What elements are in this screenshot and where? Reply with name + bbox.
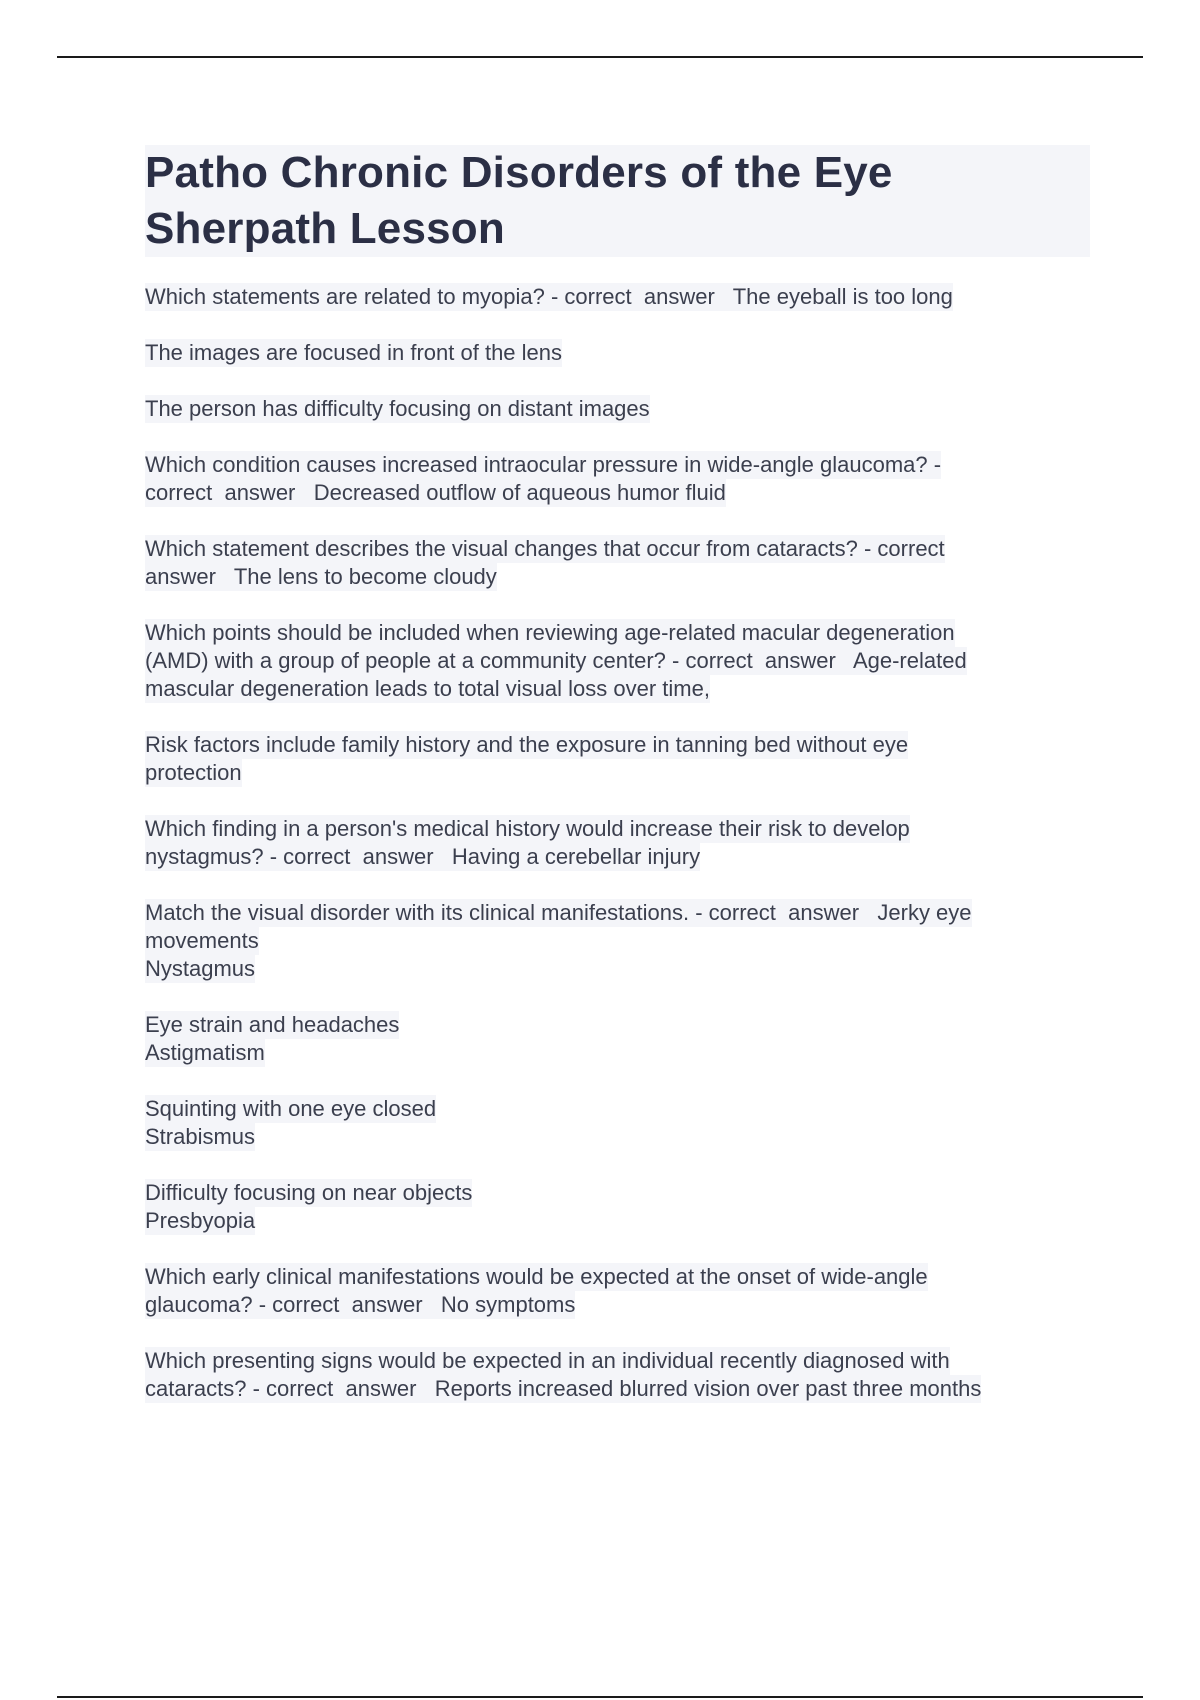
qa-paragraph	[145, 1347, 1090, 1403]
title-line: Patho Chronic Disorders of the Eye	[145, 148, 893, 197]
text-line: Eye strain and headaches	[145, 1012, 400, 1037]
text-line: Match the visual disorder with its clinical manifestations. - correct answer Jerky eye	[145, 900, 972, 925]
text-line: Astigmatism	[145, 1040, 265, 1065]
text-line: Risk factors include family history and the exposure in tanning bed without eye	[145, 732, 909, 757]
title-line: Sherpath Lesson	[145, 204, 505, 253]
qa-paragraph	[145, 1011, 1090, 1067]
qa-paragraph	[145, 899, 1090, 983]
page-title	[145, 145, 1090, 257]
text-line: Which statement describes the visual changes that occur from cataracts? - correct	[145, 536, 945, 561]
text-line: The person has difficulty focusing on distant images	[145, 396, 650, 421]
qa-paragraph	[145, 451, 1090, 507]
text-line: answer The lens to become cloudy	[145, 564, 497, 589]
top-rule	[57, 56, 1143, 58]
text-line: Strabismus	[145, 1124, 256, 1149]
text-line: cataracts? - correct answer Reports increased blurred vision over past three months	[145, 1376, 982, 1401]
text-line: Nystagmus	[145, 956, 256, 981]
text-line: Which statements are related to myopia? - correct answer The eyeball is too long	[145, 284, 953, 309]
text-line: Which points should be included when reviewing age-related macular degeneration	[145, 620, 955, 645]
text-line: Which presenting signs would be expected in an individual recently diagnosed with	[145, 1348, 950, 1373]
text-line: glaucoma? - correct answer No symptoms	[145, 1292, 576, 1317]
qa-paragraph	[145, 815, 1090, 871]
text-line: Squinting with one eye closed	[145, 1096, 437, 1121]
text-line: Which condition causes increased intraocular pressure in wide-angle glaucoma? -	[145, 452, 942, 477]
text-line: (AMD) with a group of people at a community center? - correct answer Age-related	[145, 648, 967, 673]
text-line: Difficulty focusing on near objects	[145, 1180, 473, 1205]
qa-paragraph	[145, 1095, 1090, 1151]
qa-list	[145, 283, 1090, 1403]
document-body	[145, 145, 1090, 1431]
qa-paragraph	[145, 339, 1090, 367]
text-line: Which finding in a person's medical history would increase their risk to develop	[145, 816, 910, 841]
qa-paragraph	[145, 283, 1090, 311]
qa-paragraph	[145, 1263, 1090, 1319]
text-line: correct answer Decreased outflow of aqueous humor fluid	[145, 480, 726, 505]
text-line: The images are focused in front of the lens	[145, 340, 563, 365]
title-block	[145, 145, 1090, 257]
text-line: mascular degeneration leads to total visual loss over time,	[145, 676, 710, 701]
text-line: protection	[145, 760, 242, 785]
bottom-rule	[57, 1696, 1143, 1698]
qa-paragraph	[145, 731, 1090, 787]
text-line: movements	[145, 928, 259, 953]
qa-paragraph	[145, 1179, 1090, 1235]
qa-paragraph	[145, 535, 1090, 591]
qa-paragraph	[145, 395, 1090, 423]
text-line: Which early clinical manifestations would be expected at the onset of wide-angle	[145, 1264, 928, 1289]
text-line: Presbyopia	[145, 1208, 256, 1233]
qa-paragraph	[145, 619, 1090, 703]
text-line: nystagmus? - correct answer Having a cerebellar injury	[145, 844, 701, 869]
